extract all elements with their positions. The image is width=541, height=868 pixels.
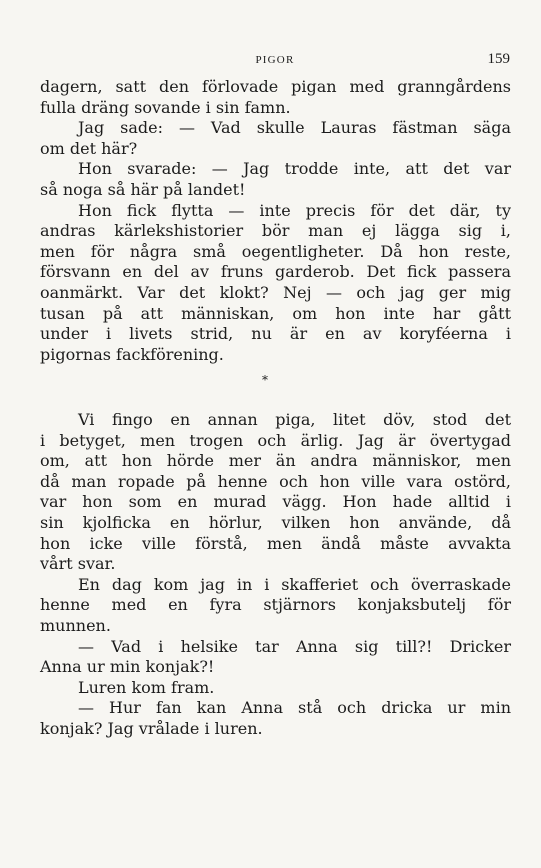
text-line: om, att hon hörde mer än andra människor, men [40,451,511,471]
text-line: Jag sade: — Vad skulle Lauras fästman säga [78,118,511,138]
text-line: — Hur fan kan Anna stå och dricka ur min [78,698,511,718]
text-line: tusan på att människan, om hon inte har gått [40,303,511,323]
text-line: i betyget, men trogen och ärlig. Jag är övertygad [40,430,511,450]
text-line: så noga så här på landet! [40,179,246,199]
text-section-2 [40,410,511,740]
text-line: sin kjolficka en hörlur, vilken hon använde, då [40,512,511,532]
text-section-1 [40,77,511,365]
section-separator: * [262,373,268,387]
text-line: andras kärlekshistorier bör man ej lägga sig i, [40,221,511,241]
text-line: försvann en del av fruns garderob. Det fick passera [40,262,511,282]
text-line: Luren kom fram. [78,677,215,697]
text-line: fulla dräng sovande i sin famn. [40,97,291,117]
text-line: vårt svar. [40,554,116,574]
text-line: men för några små oegentligheter. Då hon reste, [40,241,511,261]
text-line: Anna ur min konjak?! [40,657,215,677]
text-line: dagern, satt den förlovade pigan med granngårdens [40,77,511,96]
text-line: Vi fingo en annan piga, litet döv, stod det [78,410,511,429]
text-line: konjak? Jag vrålade i luren. [40,718,263,738]
text-line: under i livets strid, nu är en av koryféerna i [40,324,511,344]
text-line: då man ropade på henne och hon ville vara ostörd, [40,471,511,491]
text-line: pigornas fackförening. [40,344,224,364]
page-header [40,51,510,69]
text-line: var hon som en murad vägg. Hon hade alltid i [40,492,511,512]
running-head: PIGOR [255,54,295,66]
text-line: Hon fick flytta — inte precis för det där, ty [78,200,511,220]
text-line: oanmärkt. Var det klokt? Nej — och jag ger mig [40,282,511,302]
text-line: henne med en fyra stjärnors konjaksbutelj för [40,595,511,615]
text-line: — Vad i helsike tar Anna sig till?! Dricker [78,636,511,656]
text-line: munnen. [40,615,111,635]
text-line: om det här? [40,138,138,158]
text-line: hon icke ville förstå, men ändå måste avvakta [40,533,511,553]
text-line: En dag kom jag in i skafferiet och överraskade [78,574,511,594]
page-number: 159 [487,51,510,67]
text-line: Hon svarade: — Jag trodde inte, att det var [78,159,511,179]
